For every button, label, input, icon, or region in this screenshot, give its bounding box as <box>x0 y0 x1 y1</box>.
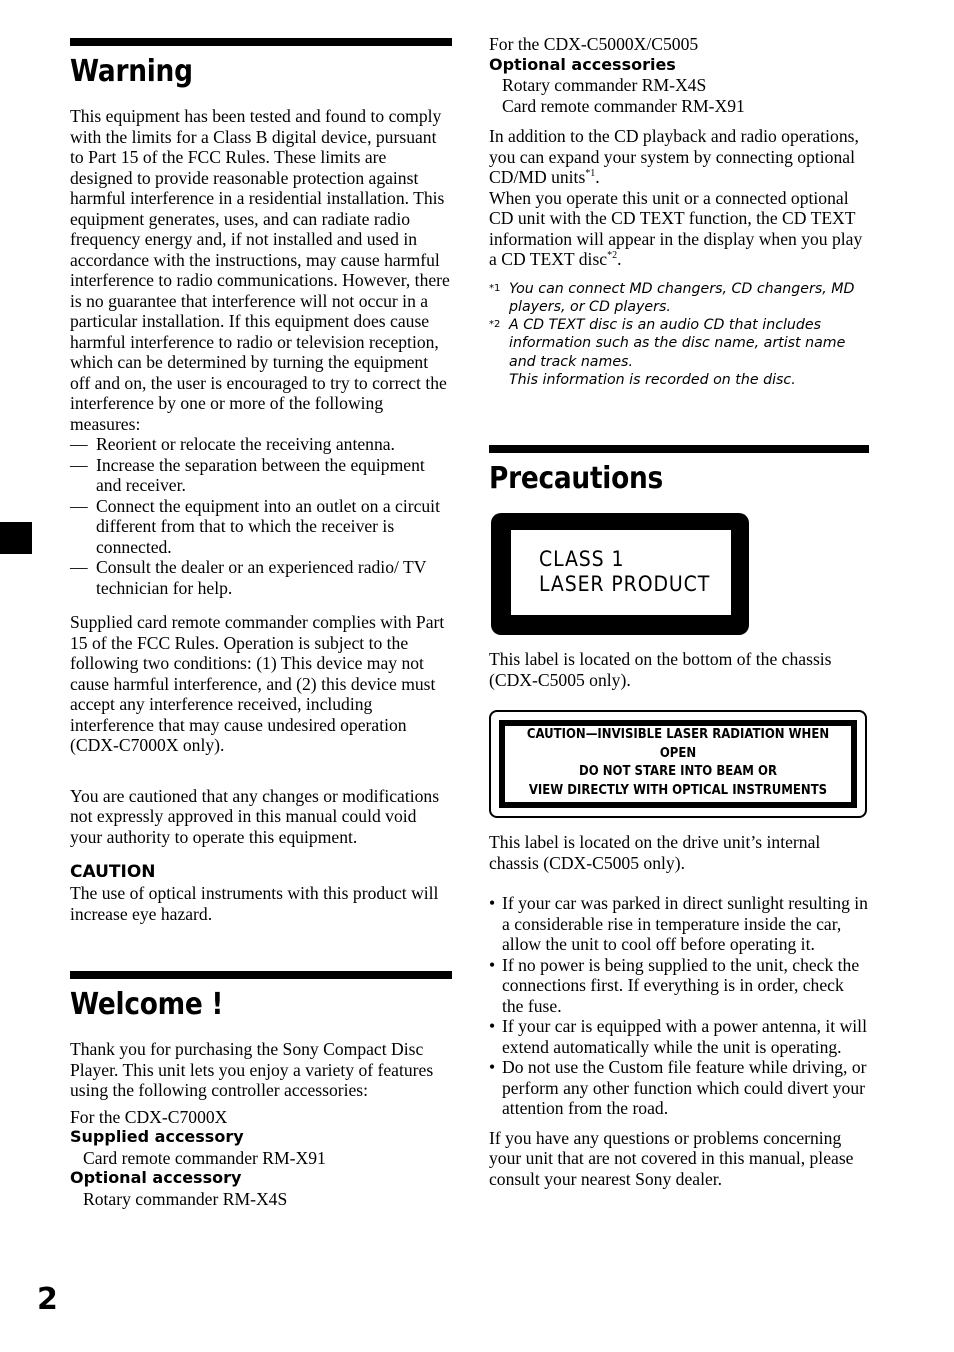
footnote-ref: *2 <box>607 250 618 262</box>
class1-laser-label <box>491 513 749 635</box>
optional-accessory-item: Card remote commander RM-X91 <box>502 95 745 116</box>
list-item: — Reorient or relocate the receiving antenna. <box>70 434 395 454</box>
caution-text: The use of optical instruments with this product will increase eye hazard. <box>70 883 439 924</box>
closing-paragraph: If you have any questions or problems concerning your unit that are not covered in this manual, please consult your nearest Sony dealer. <box>489 1127 854 1189</box>
class-label-caption: This label is located on the bottom of the chassis (CDX-C5005 only). <box>489 649 832 690</box>
list-item: — Consult the dealer or an experienced radio/ TV technician for help. <box>70 557 427 598</box>
section-tab-marker <box>0 522 32 554</box>
list-item: • If your car was parked in direct sunlight resulting in a considerable rise in temperature inside the car, allow the unit to cool off before operating it. <box>489 893 868 955</box>
class-label-line1: CLASS 1 <box>539 547 625 572</box>
caution-heading: CAUTION <box>70 862 156 882</box>
remote-compliance-paragraph: Supplied card remote commander complies with Part 15 of the FCC Rules. Operation is subject to the following two conditions: (1) This device may not cause harmful interference, and (2) this device must accept any interference received, including interference that may cause undesired operation (CDX-C7000X only). <box>70 612 445 755</box>
right-column <box>489 34 869 1189</box>
optional-accessory: Rotary commander RM-X4S <box>83 1188 288 1209</box>
c7000x-label: For the CDX-C7000X <box>70 1106 228 1127</box>
footnote: *1 You can connect MD changers, CD changers, MD players, or CD players. <box>489 280 855 315</box>
optional-accessories-label: Optional accessories <box>489 54 676 74</box>
modification-paragraph: You are cautioned that any changes or modifications not expressly approved in this manual could void your authority to operate this equipment. <box>70 785 440 847</box>
list-item: • If no power is being supplied to the unit, check the connections first. If everything is in order, check the fuse. <box>489 954 860 1016</box>
page-number: 2 <box>37 1282 58 1317</box>
expand-system-paragraph: In addition to the CD playback and radio operations, you can expand your system by connecting optional CD/MD units$^{*1}$. <box>489 126 859 187</box>
supplied-accessory-label: Supplied accessory <box>70 1127 244 1146</box>
footnote: *2 A CD TEXT disc is an audio CD that includes information such as the disc name, artist name and track names. This information is recorded on the disc. <box>489 317 846 388</box>
footnote-ref: *1 <box>585 168 596 180</box>
list-item: — Increase the separation between the equipment and receiver. <box>70 454 425 495</box>
list-item: — Connect the equipment into an outlet on a circuit different from that to which the receiver is connected. <box>70 495 440 557</box>
caution-label-line3: VIEW DIRECTLY WITH OPTICAL INSTRUMENTS <box>528 782 828 798</box>
welcome-intro: Thank you for purchasing the Sony Compact Disc Player. This unit lets you enjoy a variety of features using the following controller accessories: <box>70 1039 434 1100</box>
footnotes <box>489 280 869 390</box>
precautions-heading: Precautions <box>489 461 663 497</box>
laser-caution-label <box>489 710 867 818</box>
caution-label-line1: CAUTION—INVISIBLE LASER RADIATION WHEN OPEN <box>526 727 830 761</box>
left-column <box>70 38 452 1209</box>
c5000x-label: For the CDX-C5000X/C5005 <box>489 34 699 54</box>
optional-accessory-item: Rotary commander RM-X4S <box>502 75 707 95</box>
supplied-accessory: Card remote commander RM-X91 <box>83 1147 326 1168</box>
welcome-heading: Welcome ! <box>70 987 224 1022</box>
optional-accessory-label: Optional accessory <box>70 1168 242 1187</box>
class-label-line2: LASER PRODUCT <box>539 572 711 597</box>
caution-label-caption: This label is located on the drive unit’s internal chassis (CDX-C5005 only). <box>489 832 821 873</box>
warning-rule <box>70 38 452 46</box>
fcc-paragraph: This equipment has been tested and found to comply with the limits for a Class B digital device, pursuant to Part 15 of the FCC Rules. These limits are designed to provide reasonable protection against harmful interference in a residential installation. This equipment generates, uses, and can radiate radio frequency energy and, if not installed and used in accordance with the instructions, may cause harmful interference to radio communications. However, there is no guarantee that interference will not occur in a particular installation. If this equipment does cause harmful interference to radio or television reception, which can be determined by turning the equipment off and on, the user is encouraged to try to correct the interference by one or more of the following measures: <box>70 106 450 434</box>
cd-text-paragraph: When you operate this unit or a connected optional CD unit with the CD TEXT function, the CD TEXT information will appear in the display when you play a CD TEXT disc$^{*2}$. <box>489 187 863 269</box>
precautions-list <box>489 893 869 1119</box>
list-item: • Do not use the Custom file feature while driving, or perform any other function which could divert your attention from the road. <box>489 1057 867 1119</box>
interference-measures-list <box>70 434 452 598</box>
precautions-rule <box>489 445 869 453</box>
welcome-rule <box>70 971 452 979</box>
list-item: • If your car is equipped with a power antenna, it will extend automatically while the unit is operating. <box>489 1016 867 1057</box>
warning-heading: Warning <box>70 54 193 89</box>
caution-label-line2: DO NOT STARE INTO BEAM OR <box>579 764 777 780</box>
